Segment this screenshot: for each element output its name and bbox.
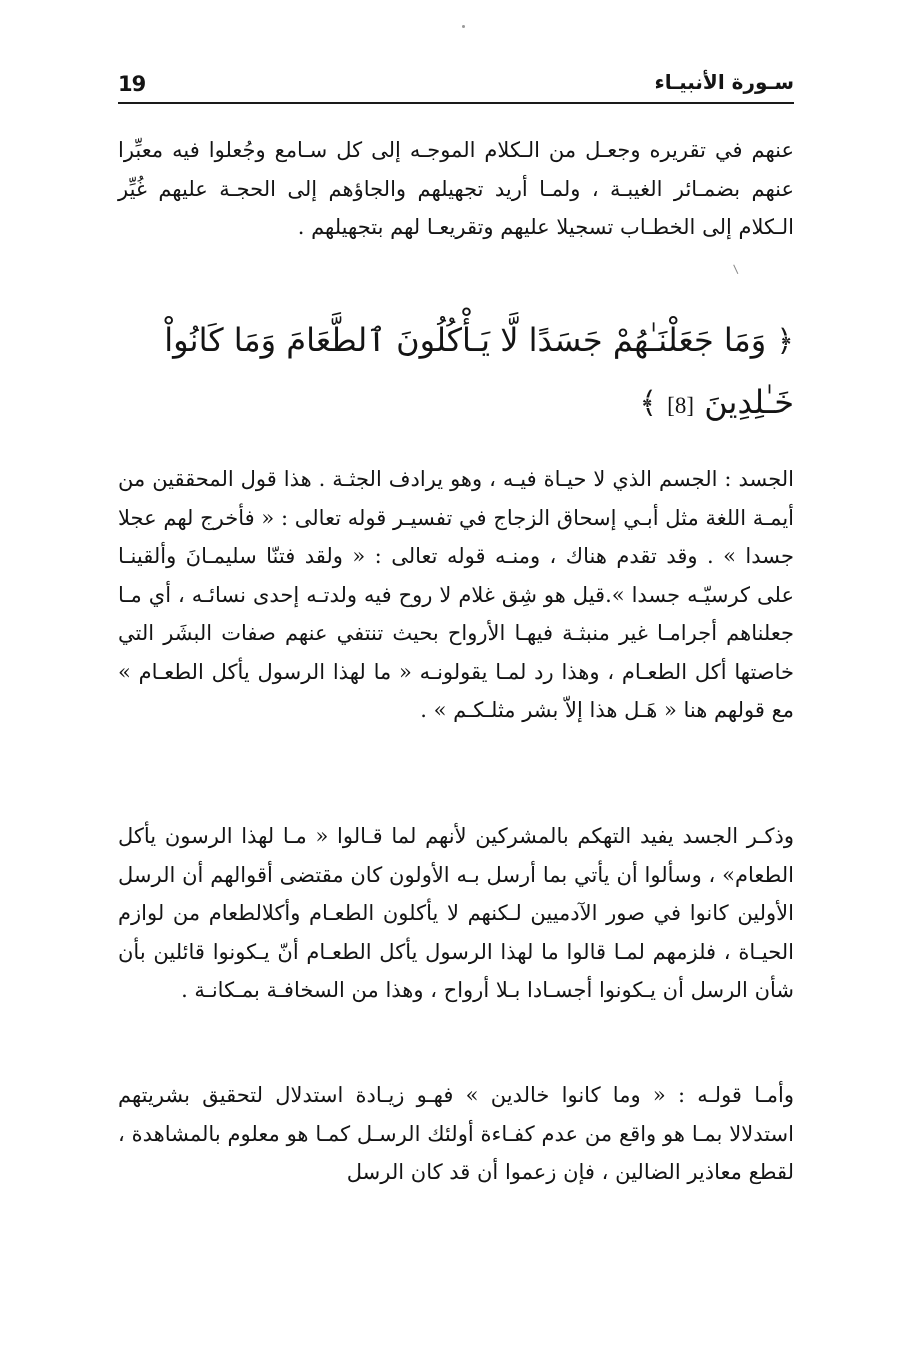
scan-dot-mark (462, 25, 465, 28)
page-header (118, 70, 794, 104)
quran-verse (118, 310, 794, 436)
surah-title: سـورة الأنبيـاء (654, 70, 794, 94)
paragraph-intro: عنهم في تقريره وجعـل من الـكلام الموجـه إلى كل سـامع وجُعلوا فيه معبِّرا عنهم بضمـائر الغيبـة ، ولمـا أريد تجهيلهم والجاؤهم إلى الحجـة عليهم غُيِّر الـكلام إلى الخطـاب تسجيلا عليهم وتقريعـا لهم بتجهيلهم . (118, 138, 794, 239)
paragraph-definition: الجسد : الجسم الذي لا حيـاة فيـه ، وهو يرادف الجثـة . هذا قول المحققين من أيمـة اللغة مثل أبـي إسحاق الزجاج في تفسيـر قوله تعالى : « فأخرج لهم عجلا جسدا » . وقد تقدم هناك ، ومنـه قوله تعالى : « ولقد فتنّا سليمـانَ وألقينـا على كرسيّـه جسدا ».قيل هو شِق غلام لا روح فيه ولدتـه إحدى نسائـه ، أي مـا جعلناهم أجرامـا غير منبثـة فيهـا الأرواح بحيث تنتفي عنهم صفات البشَر التي خاصتها أكل الطعـام ، وهذا رد لمـا يقولونـه « ما لهذا الرسول يأكل الطعـام » مع قولهم هنا « هَـل هذا إلاّ بشر مثلـكـم » . (118, 467, 794, 722)
stray-pen-mark (733, 262, 744, 274)
page-number: 19 (118, 72, 146, 96)
verse-close-bracket: ﴾ (639, 386, 657, 421)
verse-number: [8] (667, 393, 695, 418)
paragraph-immortality: وأمـا قولـه : « وما كانوا خالدين » فهـو زيـادة استدلال لتحقيق بشريتهم استدلالا بمـا هو واقع من عدم كفـاءة أولئك الرسـل كمـا هو معلوم بالمشاهدة ، لقطع معاذير الضالين ، فإن زعموا أن قد كان الرسل (118, 1083, 794, 1184)
verse-text: وَمَا جَعَلْنَـٰهُمْ جَسَدًا لَّا يَـأْكُلُونَ ٱلطَّعَامَ وَمَا كَانُواْ خَـٰلِدِينَ (164, 321, 794, 421)
paragraph-sarcasm: وذكـر الجسد يفيد التهكم بالمشركين لأنهم لما قـالوا « مـا لهذا الرسون يأكل الطعام» ، وسألوا أن يأتي بما أرسل بـه الأولون كان مقتضى أقوالهم أن الرسل الأولين كانوا في صور الآدميين لـكنهم لا يأكلون الطعـام وأكلالطعام من لوازم الحيـاة ، فلزمهم لمـا قالوا ما لهذا الرسول يأكل الطعـام أنّ يـكونوا قائلين بأن شأن الرسل أن يـكونوا أجسـادا بـلا أرواح ، وهذا من السخافـة بمـكانـة . (118, 824, 794, 1002)
verse-open-bracket: ﴿ (776, 324, 794, 359)
